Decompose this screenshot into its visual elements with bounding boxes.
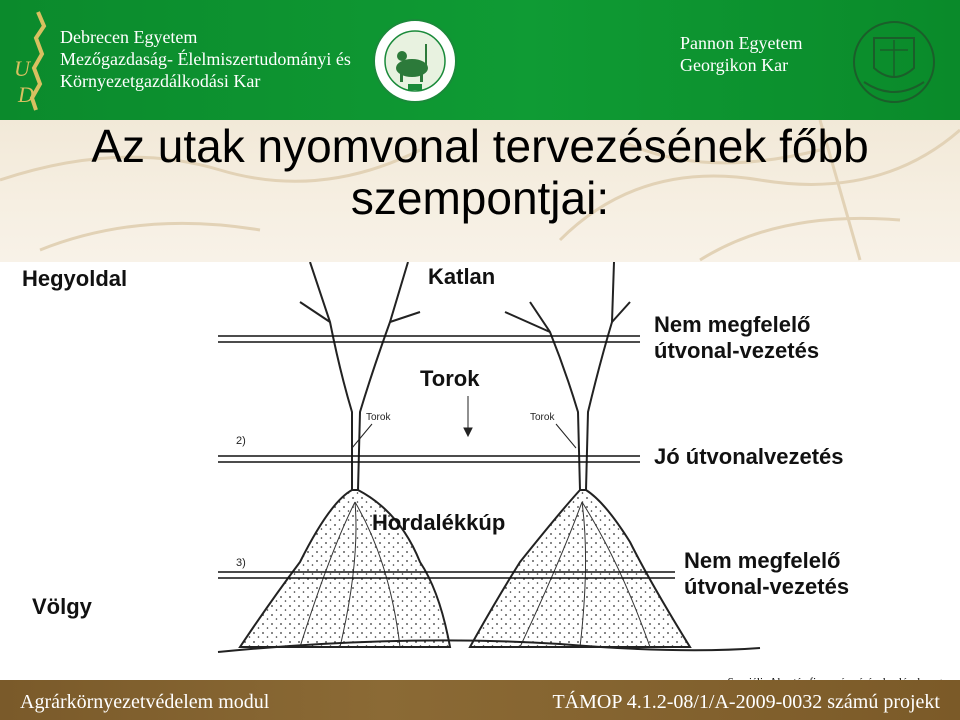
- footer-project-id: TÁMOP 4.1.2-08/1/A-2009-0032 számú projekt: [552, 691, 940, 713]
- label-bad-route-2-line1: Nem megfelelő: [684, 548, 841, 573]
- title-area: [0, 120, 960, 262]
- debrecen-university-name: [60, 26, 351, 92]
- label-hegyoldal: Hegyoldal: [22, 266, 128, 291]
- label-torok-small-left: Torok: [366, 412, 391, 423]
- faculty-seal-icon: [372, 18, 458, 104]
- label-torok-small-right: Torok: [530, 412, 555, 423]
- label-bad-route-2-line2: útvonal-vezetés: [684, 574, 850, 599]
- page-title: Az utak nyomvonal tervezésének főbb szempontjai:: [91, 120, 869, 224]
- right-line-1: Pannon Egyetem: [680, 33, 803, 53]
- label-num-3: 3): [236, 557, 246, 569]
- debrecen-logo-icon: [8, 8, 58, 114]
- right-line-2: Georgikon Kar: [680, 55, 789, 75]
- left-line-2: Mezőgazdaság- Élelmiszertudományi és: [60, 49, 351, 69]
- svg-text:U: U: [14, 56, 30, 81]
- footer-bar: [0, 680, 960, 720]
- label-good-route: Jó útvonalvezetés: [654, 444, 844, 469]
- label-bad-route-1-line1: Nem megfelelő: [654, 312, 811, 337]
- label-katlan: Katlan: [428, 264, 496, 289]
- header-bar: [0, 0, 960, 120]
- label-torok: Torok: [420, 366, 480, 391]
- left-line-1: Debrecen Egyetem: [60, 27, 198, 47]
- road-routing-diagram: [0, 262, 960, 680]
- footer-module-name: Agrárkörnyezetvédelem modul: [20, 691, 270, 713]
- pannon-seal-icon: [850, 16, 938, 108]
- label-bad-route-1-line2: útvonal-vezetés: [654, 338, 820, 363]
- left-line-3: Környezetgazdálkodási Kar: [60, 71, 261, 91]
- label-num-2: 2): [236, 435, 246, 447]
- label-volgy: Völgy: [32, 594, 92, 619]
- label-hordalekkup: Hordalékkúp: [372, 510, 506, 535]
- svg-text:D: D: [18, 82, 34, 107]
- pannon-university-name: [680, 32, 802, 76]
